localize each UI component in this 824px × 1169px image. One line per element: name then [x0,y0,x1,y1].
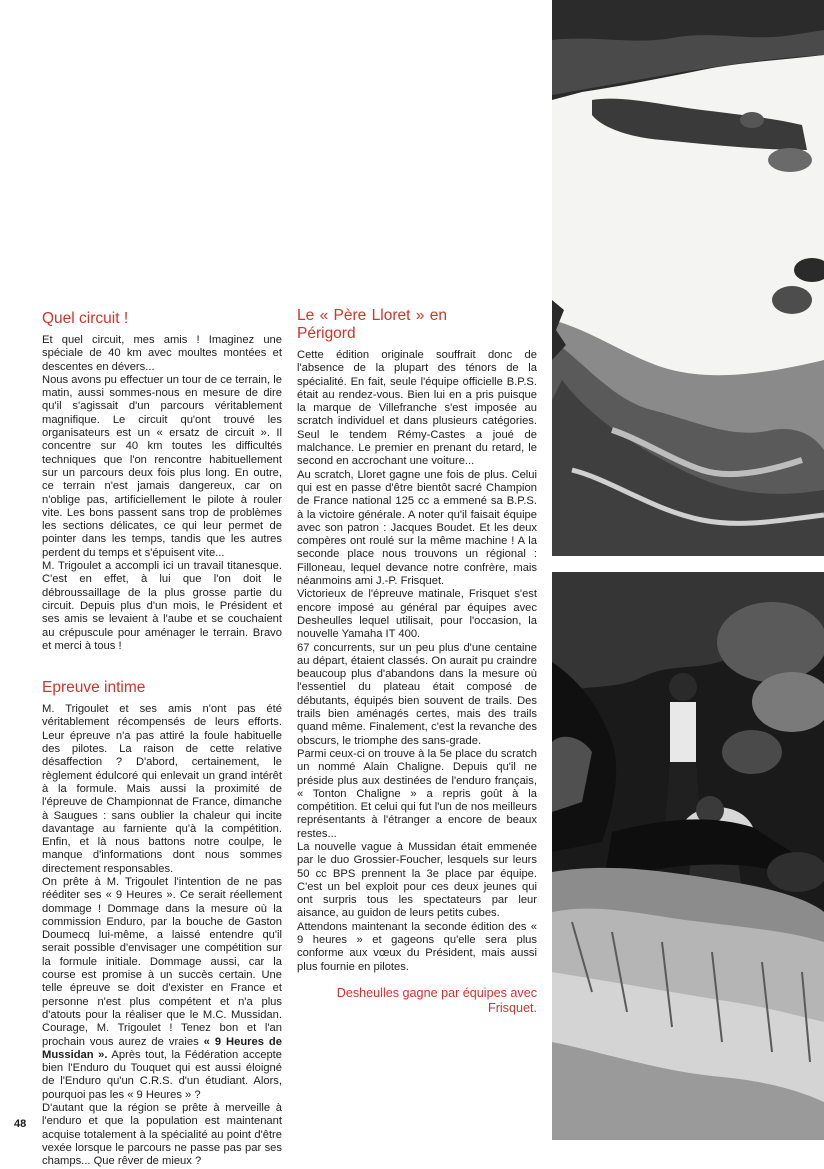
paragraph: Et quel circuit, mes amis ! Imaginez une spéciale de 40 km avec moultes montées et descentes en dévers... [42,334,282,373]
landscape-photo [552,0,824,556]
column-left [42,310,282,1169]
photo-caption: Desheulles gagne par équipes avec Frisquet. [336,986,537,1015]
column-middle [297,307,537,974]
paragraph: 67 concurrents, sur un peu plus d'une centaine au départ, étaient classés. On aurait pu craindre beaucoup plus d'abandons dans la mesure où l'essentiel du plateau était composé de débutants, équipés bien souvent de trails. Des trails bien aménagés certes, mais des trails quand même. Finalement, c'est la revanche des obscurs, le triomphe des sans-grade. [297,641,537,747]
paragraph: Victorieux de l'épreuve matinale, Frisquet s'est encore imposé au général par équipes avec Desheulles lequel utilisait, pour l'occasion, la nouvelle Yamaha IT 400. [297,588,537,641]
paragraph: Parmi ceux-ci on trouve à la 5e place du scratch un nommé Alain Chaligne. Depuis qu'il ne préside plus aux destinées de l'enduro français, « Tonton Chaligne » a repris goût à la compétition. Et celui qui fut l'un de nos meilleurs représentants à l'étranger a encore de beaux restes... [297,747,537,840]
heading-pere-lloret: Le « Père Lloret » en Périgord [297,307,447,342]
page-number: 48 [14,1118,27,1130]
paragraph: Cette édition originale souffrait donc de l'absence de la plupart des ténors de la spécialité. En fait, seule l'équipe officielle B.P.S. était au rendez-vous. Bien lui en a pris puisque la marque de Villefranche s'est imposée au scratch individuel et dans plusieurs catégories. Seul le tendem Rémy-Castes a joué de malchance. Le premier en prenant du retard, le second en accrochant une voiture... [297,349,537,468]
heading-epreuve-intime: Epreuve intime [42,679,146,697]
paragraph: D'autant que la région se prête à merveille à l'enduro et que la population est maintenant acquise totalement à la spécialité au point d'être vexée lorsque le parcours ne passe pas par ses champs... Que rêver de mieux ? [42,1102,282,1168]
text-run: On prête à M. Trigoulet l'intention de ne pas rééditer ses « 9 Heures ». Ce serait réellement dommage ! Dommage dans la mesure où la commission Enduro, par la bouche de Gaston Doumecq lui-même, a laissé entendre qu'il serait possible d'envisager une compétition sur la formule initiale. Dommage aussi, car la course est promise à un succès certain. Une telle épreuve se doit d'exister en France et personne n'est plus compétent et n'a plus d'atouts pour la réaliser que le M.C. Mussidan. Courage, M. Trigoulet ! Tenez bon et l'an prochain vous aurez de vraies [42,875,282,1048]
paragraph [42,876,282,1102]
heading-quel-circuit: Quel circuit ! [42,310,129,327]
bold-event-name: « 9 Heures de Mussidan ». [42,1035,282,1061]
paragraph: La nouvelle vague à Mussidan était emmenée par le duo Grossier-Foucher, lesquels sur leurs 50 cc BPS prennent la 3e place par équipe. C'est un bel exploit pour ces deux jeunes qui ont surpris tous les spectateurs par leur aisance, au guidon de leurs petits cubes. [297,840,537,920]
riders-photo [552,572,824,1140]
paragraph: M. Trigoulet a accompli ici un travail titanesque. C'est en effet, à lui que l'on doit le débroussaillage de la plus grosse partie du circuit. Depuis plus d'un mois, le Président et ses amis se levaient à l'aube et se couchaient au crépuscule pour aménager le terrain. Bravo et merci à tous ! [42,560,282,652]
paragraph: M. Trigoulet et ses amis n'ont pas été véritablement récompensés de leurs efforts. Leur épreuve n'a pas attiré la foule habituelle des pilotes. La raison de cette relative désaffection ? D'abord, certainement, le règlement édulcoré qui enlevait un grand intérêt à la formule. Mais aussi la proximité de l'épreuve de Championnat de France, dimanche à Saugues : sans oublier la chaleur qui incite davantage au farniente qu'à la compétition. Enfin, et là nous battons notre coulpe, le manque d'informations dont nous sommes directement responsables. [42,703,282,875]
paragraph: Au scratch, Lloret gagne une fois de plus. Celui qui est en passe d'être bientôt sacré Champion de France national 125 cc a emmené sa B.P.S. à la victoire générale. A noter qu'il faisait équipe avec son patron : Jacques Boudet. Et les deux compères ont roulé sur la même machine ! A la seconde place nous trouvons un régional : Filloneau, lequel devance notre confrère, mais néanmoins ami J.-P. Frisquet. [297,468,537,588]
text-run: Après tout, la Fédération accepte bien l'Enduro du Touquet qui est aussi éloigné de l'Enduro qu'un C.R.S. d'un étudiant. Alors, pourquoi pas les « 9 Heures » ? [42,1048,282,1101]
paragraph: Nous avons pu effectuer un tour de ce terrain, le matin, aussi sommes-nous en mesure de dire qu'il s'agissait d'un parcours véritablement magnifique. Le circuit qu'ont trouvé les organisateurs est un « ersatz de circuit ». Il concentre sur 40 km toutes les difficultés techniques que l'on rencontre habituellement sur un parcours deux fois plus long. En outre, ce terrain n'est jamais dangereux, car on n'oblige pas, artificiellement le pilote à rouler vite. Les bons passent sans trop de problèmes les sections délicates, ce qui leur permet de pointer dans les temps, tandis que les autres perdent du temps et s'épuisent vite... [42,373,282,559]
paragraph: Attendons maintenant la seconde édition des « 9 heures » et gageons qu'elle sera plus conforme aux vœux du Président, mais aussi plus fournie en pilotes. [297,920,537,973]
